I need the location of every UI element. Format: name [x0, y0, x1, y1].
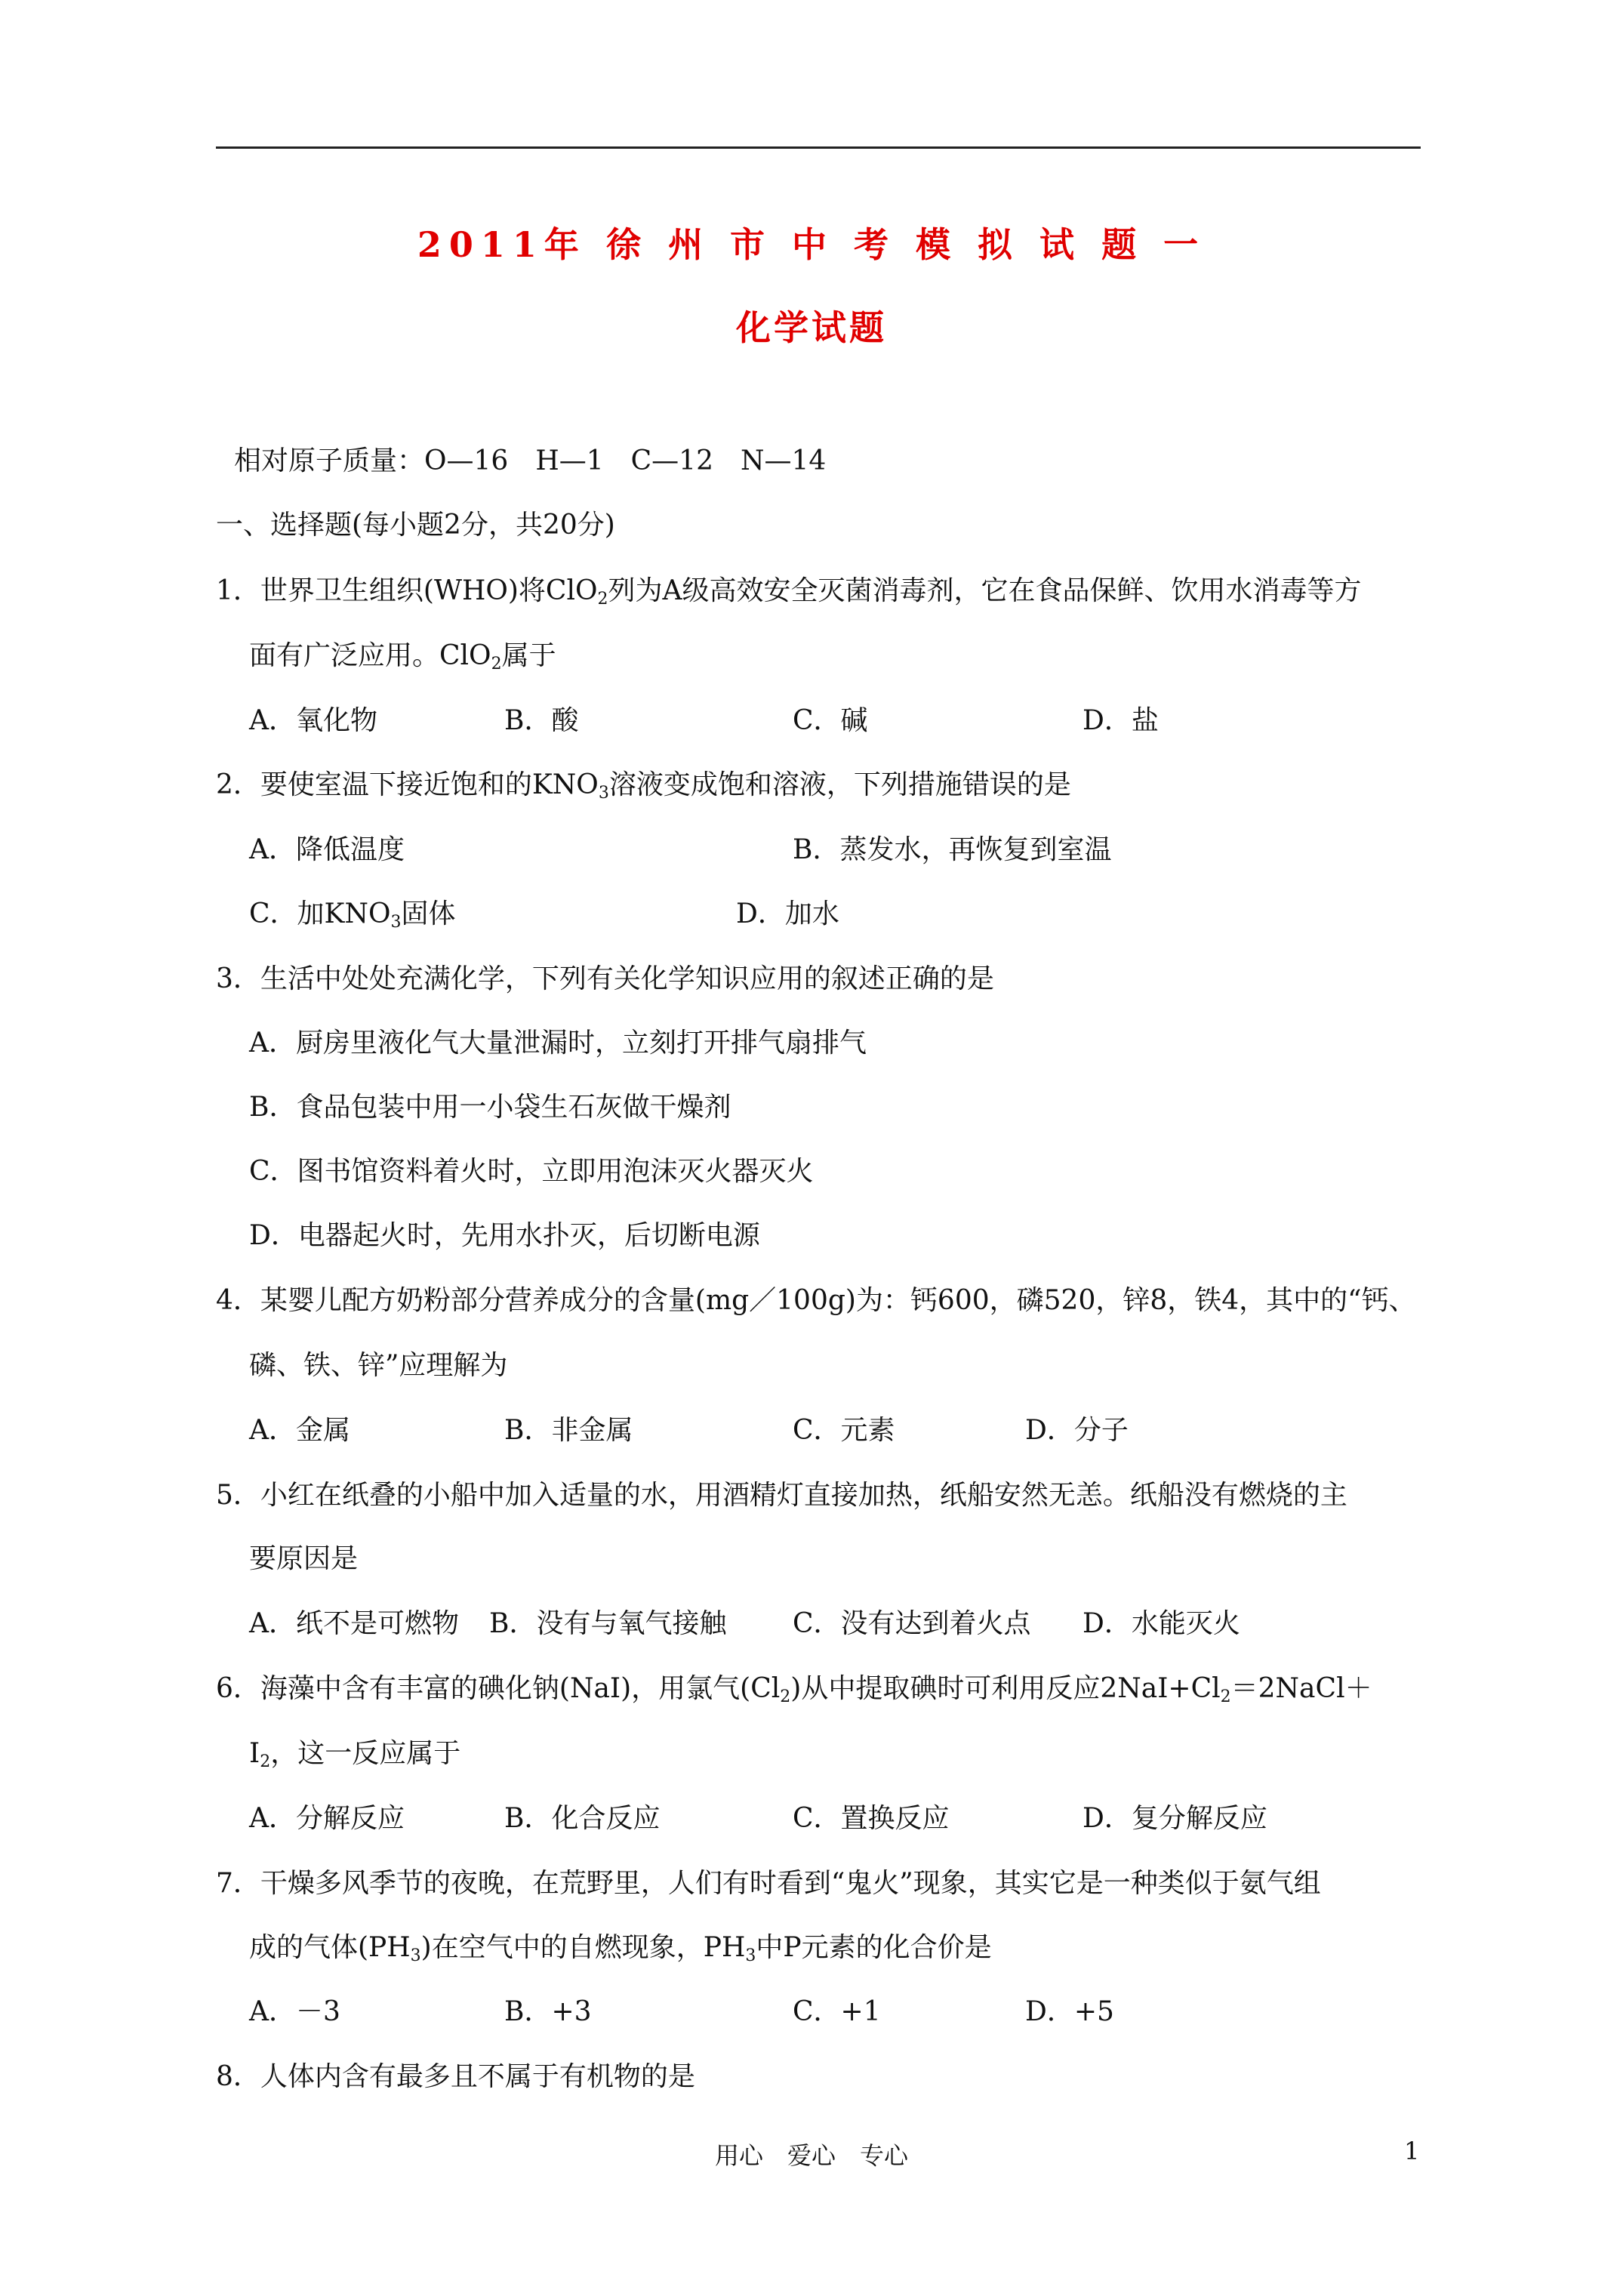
question-2-option-b: B．蒸发水，再恢复到室温 [793, 834, 1112, 865]
question-4-option-c: C．元素 [793, 1415, 895, 1446]
top-rule [216, 146, 1421, 149]
question-6-line-2: $I_2$，这一反应属于 [249, 1738, 461, 1771]
question-4-line-2: 磷、铁、锌”应理解为 [249, 1350, 508, 1381]
question-2-option-a: A．降低温度 [249, 834, 405, 865]
question-4-line-1: 4．某婴儿配方奶粉部分营养成分的含量(mg／100g)为：钙600，磷520，锌8，铁4，其中的“钙、 [216, 1285, 1416, 1316]
question-1-option-b: B．酸 [504, 705, 579, 736]
question-6-option-c: C．置换反应 [793, 1803, 950, 1834]
question-3-option-d: D．电器起火时，先用水扑灭，后切断电源 [249, 1220, 760, 1251]
exam-subtitle: 化学试题 [736, 307, 887, 348]
question-5-option-a: A．纸不是可燃物 [249, 1608, 459, 1639]
page-number: 1 [1404, 2137, 1420, 2165]
question-6-option-d: D．复分解反应 [1083, 1803, 1267, 1834]
exam-title: 2011年 徐 州 市 中 考 模 拟 试 题 一 [417, 224, 1206, 265]
question-8-line-1: 8．人体内含有最多且不属于有机物的是 [216, 2061, 695, 2092]
footer-text: 用心 爱心 专心 [714, 2141, 908, 2170]
question-1-line-2: 面有广泛应用。ClO$_2$属于 [249, 640, 556, 673]
question-7-option-d: D．+5 [1025, 1996, 1114, 2027]
question-2-option-c: C．加$KNO_3$固体 [249, 898, 456, 932]
question-4-option-a: A．金属 [249, 1415, 350, 1446]
question-5-line-1: 5．小红在纸叠的小船中加入适量的水，用酒精灯直接加热，纸船安然无恙。纸船没有燃烧的主 [216, 1480, 1347, 1511]
question-4-option-d: D．分子 [1025, 1415, 1129, 1446]
question-7-option-c: C．+1 [793, 1996, 881, 2027]
question-3-option-c: C．图书馆资料着火时，立即用泡沫灭火器灭火 [249, 1156, 814, 1187]
question-7-line-2: 成的气体$(PH_3)$在空气中的自燃现象，$PH_3$中P元素的化合价是 [249, 1932, 992, 1965]
question-5-option-b: B．没有与氧气接触 [489, 1608, 727, 1639]
question-6-line-1: 6．海藻中含有丰富的碘化钠(NaI)，用氯气$(Cl_2)$从中提取碘时可利用反应$2NaI+Cl_2=2NaCl+$ [216, 1673, 1372, 1706]
question-1-option-a: A．氧化物 [249, 705, 377, 736]
question-7-option-a: A．－3 [249, 1996, 340, 2027]
section-title: 一、选择题(每小题2分，共20分) [216, 510, 615, 541]
question-3-option-b: B．食品包装中用一小袋生石灰做干燥剂 [249, 1092, 731, 1123]
question-7-option-b: B．+3 [504, 1996, 592, 2027]
question-6-option-a: A．分解反应 [249, 1803, 405, 1834]
question-4-option-b: B．非金属 [504, 1415, 633, 1446]
question-1-option-d: D．盐 [1083, 705, 1159, 736]
question-5-line-2: 要原因是 [249, 1543, 359, 1574]
question-3-option-a: A．厨房里液化气大量泄漏时，立刻打开排气扇排气 [249, 1028, 867, 1059]
question-6-option-b: B．化合反应 [504, 1803, 661, 1834]
question-5-option-c: C．没有达到着火点 [793, 1608, 1031, 1639]
question-3-line-1: 3．生活中处处充满化学，下列有关化学知识应用的叙述正确的是 [216, 963, 994, 994]
question-2-option-d: D．加水 [736, 898, 839, 929]
question-7-line-1: 7．干燥多风季节的夜晚，在荒野里，人们有时看到“鬼火”现象，其实它是一种类似于氨气组 [216, 1868, 1321, 1899]
question-1-line-1: 1．世界卫生组织(WHO)将ClO$_2$列为A级高效安全灭菌消毒剂，它在食品保鲜、饮用水消毒等方 [216, 575, 1362, 609]
question-1-option-c: C．碱 [793, 705, 868, 736]
question-5-option-d: D．水能灭火 [1083, 1608, 1240, 1639]
question-2-line-1: 2．要使室温下接近饱和的$KNO_3$溶液变成饱和溶液，下列措施错误的是 [216, 769, 1071, 803]
atomic-masses: 相对原子质量：O—16 H—1 C—12 N—14 [234, 445, 827, 476]
